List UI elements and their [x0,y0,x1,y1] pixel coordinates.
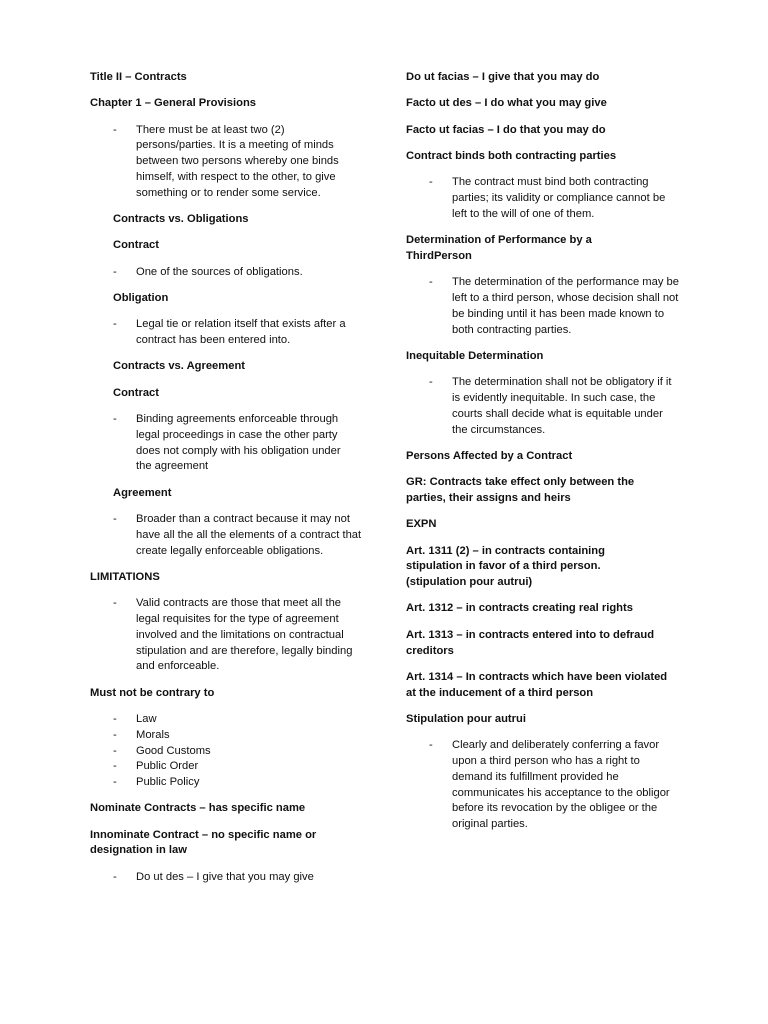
bullet-dash: - [113,265,117,278]
obligation-label: Obligation [113,291,169,304]
contract-definition-text: Binding agreements enforceable through legal proceedings in case the other party does not comply with his obligation under the agreement [136,412,341,473]
bullet-dash: - [113,728,117,741]
persons-affected-heading: Persons Affected by a Contract [406,449,573,462]
art-1313: Art. 1313 – in contracts entered into to defraud creditors [406,628,655,657]
limitations-definition-text: Valid contracts are those that meet all the legal requisites for the type of agreement involved and the limitations on contractual stipulation and are therefore, legally binding and enforceable. [136,597,353,673]
facto-ut-facias: Facto ut facias – I do that you may do [406,123,606,136]
must-not-heading: Must not be contrary to [90,686,215,699]
bullet-dash: - [429,376,433,389]
list-item [90,744,370,760]
stipulation-heading: Stipulation pour autrui [406,712,526,725]
stipulation-definition [406,738,691,833]
binds-both-definition-text: The contract must bind both contracting parties; its validity or compliance cannot be left to the will of one of them. [452,176,666,220]
do-ut-facias: Do ut facias – I give that you may do [406,71,600,83]
contract-label: Contract [113,386,159,399]
limitations-heading: LIMITATIONS [90,570,160,583]
bullet-dash: - [113,318,117,331]
bullet-dash: - [429,176,433,189]
bullet-dash: - [113,744,117,757]
chapter-heading: Chapter 1 – General Provisions [90,97,257,110]
obligation-definition-text: Legal tie or relation itself that exists after a contract has been entered into. [136,318,346,347]
inequitable-heading: Inequitable Determination [406,349,544,362]
must-not-list [90,712,370,791]
general-rule: GR: Contracts take effect only between the parties, their assigns and heirs [406,476,635,504]
contracts-vs-obligations-heading: Contracts vs. Obligations [113,213,249,226]
binds-both-definition [406,175,691,222]
list-item-text: Law [136,712,157,725]
bullet-dash: - [113,597,117,610]
bullet-dash: - [113,412,117,425]
bullet-dash: - [113,776,117,789]
binds-both-heading: Contract binds both contracting parties [406,149,617,162]
innominate-contract: Innominate Contract – no specific name or designation in law [90,828,317,857]
contract-definition-text: One of the sources of obligations. [136,265,303,278]
stipulation-definition-text: Clearly and deliberately conferring a favor upon a third person who has a right to demand its fulfillment provided he communicates his acceptance to the obligor before its revocation by the obligee or the original parties. [452,739,670,831]
art-1311: Art. 1311 (2) – in contracts containing stipulation in favor of a third person. (stipulation pour autrui) [406,544,605,589]
bullet-dash: - [429,739,433,752]
exceptions-heading: EXPN [406,518,437,531]
inequitable-definition [406,375,691,438]
list-item [90,775,370,791]
right-column [406,70,691,843]
intro-bullet-text: There must be at least two (2) persons/parties. It is a meeting of minds between two persons whereby one binds himself, with respect to the other, to give something or to render some service. [136,123,339,199]
do-ut-des-text: Do ut des – I give that you may give [136,870,314,883]
intro-bullet [90,123,370,202]
list-item [90,728,370,744]
bullet-dash: - [113,512,117,525]
bullet-dash: - [429,276,433,289]
bullet-dash: - [113,870,117,883]
list-item [90,712,370,728]
facto-ut-des: Facto ut des – I do what you may give [406,97,607,110]
document-title: Title II – Contracts [90,71,187,83]
bullet-dash: - [113,760,117,773]
agreement-definition-text: Broader than a contract because it may not have all the all the elements of a contract that create legally enforceable obligations. [136,512,362,557]
art-1312: Art. 1312 – in contracts creating real rights [406,602,633,615]
list-item-text: Morals [136,728,170,741]
contracts-vs-agreement-heading: Contracts vs. Agreement [113,360,246,373]
list-item-text: Good Customs [136,744,211,757]
nominate-contracts: Nominate Contracts – has specific name [90,802,306,815]
limitations-definition [90,596,370,675]
do-ut-des [90,870,370,886]
determination-definition-text: The determination of the performance may be left to a third person, whose decision shall not be binding until it has been made known to both contracting parties. [452,276,679,336]
inequitable-definition-text: The determination shall not be obligatory if it is evidently inequitable. In such case, the courts shall decide what is equitable under the circumstances. [452,376,672,436]
contract-definition [90,412,370,475]
contract-label: Contract [113,239,159,252]
bullet-dash: - [113,123,117,136]
left-column [90,70,370,896]
obligation-definition [90,317,370,349]
list-item [90,759,370,775]
list-item-text: Public Policy [136,776,200,789]
contract-definition [90,265,370,281]
art-1314: Art. 1314 – In contracts which have been violated at the inducement of a third person [406,670,668,699]
agreement-definition [90,512,370,559]
bullet-dash: - [113,712,117,725]
determination-heading: Determination of Performance by a ThirdPerson [406,234,592,262]
list-item-text: Public Order [136,760,199,773]
agreement-label: Agreement [113,486,172,499]
determination-definition [406,275,691,338]
